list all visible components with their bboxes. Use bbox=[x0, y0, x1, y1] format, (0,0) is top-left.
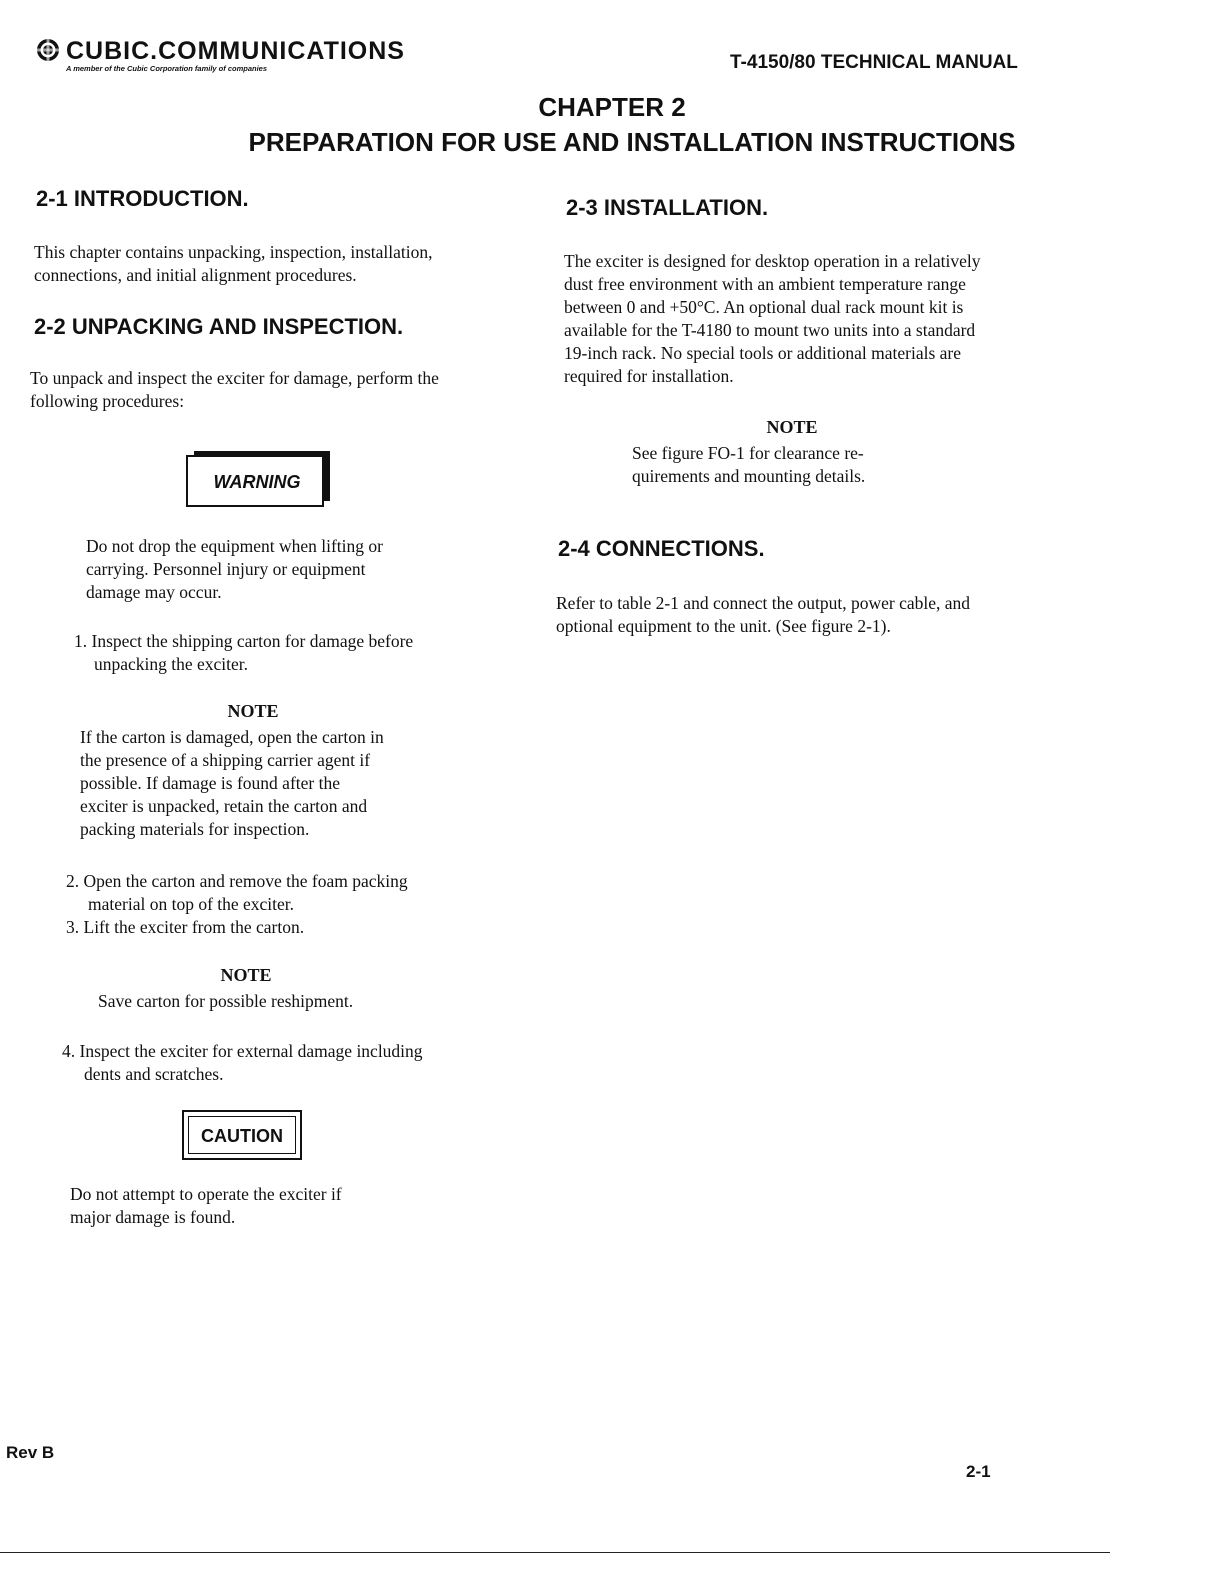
text-line: Do not attempt to operate the exciter if bbox=[70, 1184, 342, 1204]
section-heading-unpacking: 2-2 UNPACKING AND INSPECTION. bbox=[34, 314, 404, 339]
procedure-step-4 bbox=[62, 1040, 423, 1086]
text-line: Refer to table 2-1 and connect the output, power cable, and bbox=[556, 593, 971, 613]
company-emblem-icon bbox=[36, 38, 60, 62]
text-line: possible. If damage is found after the bbox=[80, 773, 340, 793]
company-logo bbox=[36, 38, 476, 88]
note-title: NOTE bbox=[220, 965, 272, 985]
text-line: optional equipment to the unit. (See figure 2-1). bbox=[556, 616, 891, 636]
text-line: If the carton is damaged, open the carton in bbox=[80, 727, 384, 747]
note-text bbox=[632, 442, 865, 488]
caution-text bbox=[70, 1183, 342, 1229]
chapter-number: CHAPTER 2 bbox=[538, 92, 686, 122]
text-line: material on top of the exciter. bbox=[88, 894, 295, 914]
note-title: NOTE bbox=[766, 417, 818, 437]
text-line: See figure FO-1 for clearance re- bbox=[632, 443, 864, 463]
text-line: dents and scratches. bbox=[84, 1064, 224, 1084]
procedure-step-2 bbox=[66, 870, 408, 939]
page-number: 2-1 bbox=[966, 1462, 991, 1481]
installation-paragraph bbox=[564, 250, 1034, 388]
note-text bbox=[98, 990, 353, 1013]
text-line: carrying. Personnel injury or equipment bbox=[86, 559, 366, 579]
company-name: CUBIC.COMMUNICATIONS bbox=[66, 37, 405, 65]
text-line: The exciter is designed for desktop operation in a relatively bbox=[564, 251, 981, 271]
text-line: major damage is found. bbox=[70, 1207, 236, 1227]
warning-label: WARNING bbox=[213, 472, 301, 492]
text-line: dust free environment with an ambient temperature range bbox=[564, 274, 966, 294]
chapter-title: PREPARATION FOR USE AND INSTALLATION INSTRUCTIONS bbox=[248, 127, 1016, 157]
caution-box bbox=[182, 1110, 302, 1160]
text-line: 19-inch rack. No special tools or additional materials are bbox=[564, 343, 962, 363]
text-line: the presence of a shipping carrier agent if bbox=[80, 750, 371, 770]
text-line: damage may occur. bbox=[86, 582, 222, 602]
warning-text bbox=[86, 535, 383, 604]
text-line: available for the T-4180 to mount two units into a standard bbox=[564, 320, 976, 340]
text-line: unpacking the exciter. bbox=[94, 654, 249, 674]
section-heading-introduction: 2-1 INTRODUCTION. bbox=[36, 186, 249, 211]
text-line: 1. Inspect the shipping carton for damage before bbox=[74, 631, 414, 651]
procedure-step-1 bbox=[74, 630, 413, 676]
text-line: packing materials for inspection. bbox=[80, 819, 310, 839]
manual-title: T-4150/80 TECHNICAL MANUAL bbox=[730, 52, 1018, 73]
text-line: To unpack and inspect the exciter for damage, perform the bbox=[30, 368, 439, 388]
unpack-paragraph bbox=[30, 367, 439, 413]
footer-divider bbox=[0, 1552, 1110, 1553]
text-line: following procedures: bbox=[30, 391, 185, 411]
section-heading-connections: 2-4 CONNECTIONS. bbox=[558, 536, 765, 561]
text-line: 4. Inspect the exciter for external damage including bbox=[62, 1041, 423, 1061]
revision-label: Rev B bbox=[6, 1443, 55, 1462]
section-heading-installation: 2-3 INSTALLATION. bbox=[566, 195, 769, 220]
intro-paragraph bbox=[34, 241, 433, 287]
note-text bbox=[80, 726, 384, 841]
text-line: required for installation. bbox=[564, 366, 734, 386]
text-line: between 0 and +50°C. An optional dual rack mount kit is bbox=[564, 297, 964, 317]
company-tagline: A member of the Cubic Corporation family of companies bbox=[66, 64, 267, 73]
caution-label: CAUTION bbox=[201, 1126, 283, 1146]
note-title: NOTE bbox=[227, 701, 279, 721]
text-line: quirements and mounting details. bbox=[632, 466, 866, 486]
text-line: This chapter contains unpacking, inspection, installation, bbox=[34, 242, 433, 262]
text-line: Do not drop the equipment when lifting or bbox=[86, 536, 383, 556]
text-line: exciter is unpacked, retain the carton and bbox=[80, 796, 368, 816]
text-line: connections, and initial alignment procedures. bbox=[34, 265, 357, 285]
text-line: 2. Open the carton and remove the foam packing bbox=[66, 871, 408, 891]
connections-paragraph bbox=[556, 592, 1036, 638]
warning-box bbox=[186, 455, 324, 507]
text-line: Save carton for possible reshipment. bbox=[98, 991, 354, 1011]
procedure-step-3: 3. Lift the exciter from the carton. bbox=[66, 917, 305, 937]
